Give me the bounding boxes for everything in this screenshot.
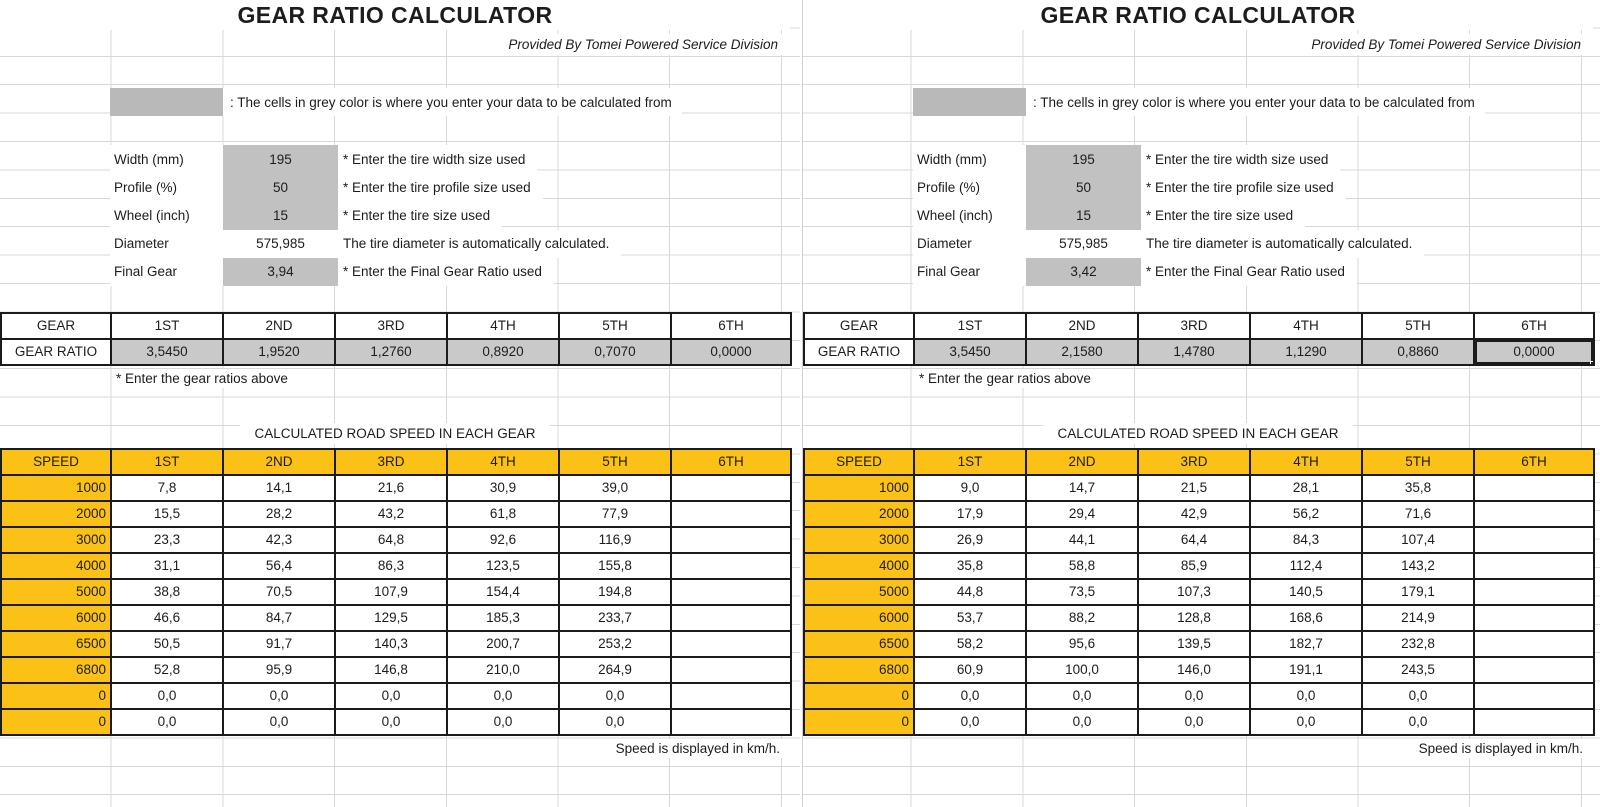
- gear-ratio-cell-1st[interactable]: 3,5450: [111, 339, 223, 365]
- fill-handle[interactable]: [1590, 361, 1594, 365]
- speed-value-6th: [671, 709, 791, 735]
- speed-value-1st: 53,7: [914, 605, 1026, 631]
- speed-value-5th: 0,0: [559, 709, 671, 735]
- grey-cell-legend-text: : The cells in grey color is where you enter your data to be calculated from: [223, 88, 682, 116]
- speed-value-2nd: 42,3: [223, 527, 335, 553]
- rpm-cell[interactable]: 5000: [1, 579, 111, 605]
- speed-value-4th: 84,3: [1250, 527, 1362, 553]
- gear-ratio-cell-4th[interactable]: 0,8920: [447, 339, 559, 365]
- speed-value-4th: 112,4: [1250, 553, 1362, 579]
- speed-value-3rd: 140,3: [335, 631, 447, 657]
- rpm-cell[interactable]: 3000: [804, 527, 914, 553]
- final-gear-note: * Enter the Final Gear Ratio used: [1141, 258, 1357, 286]
- speed-value-6th: [671, 631, 791, 657]
- profile-input-cell[interactable]: 50: [223, 173, 338, 201]
- speed-value-3rd: 0,0: [335, 683, 447, 709]
- speed-value-6th: [671, 475, 791, 501]
- gear-ratio-cell-4th[interactable]: 1,1290: [1250, 339, 1362, 365]
- gear-header-cell: GEAR: [1, 313, 111, 339]
- speed-value-5th: 77,9: [559, 501, 671, 527]
- speed-value-3rd: 139,5: [1138, 631, 1250, 657]
- speed-value-3rd: 86,3: [335, 553, 447, 579]
- speed-value-2nd: 29,4: [1026, 501, 1138, 527]
- speed-value-3rd: 21,6: [335, 475, 447, 501]
- speed-value-6th: [1474, 709, 1594, 735]
- gear-ratio-cell-2nd[interactable]: 1,9520: [223, 339, 335, 365]
- wheel-input-cell[interactable]: 15: [1026, 201, 1141, 229]
- speed-value-6th: [671, 605, 791, 631]
- rpm-cell[interactable]: 6000: [804, 605, 914, 631]
- width-input-cell[interactable]: 195: [1026, 145, 1141, 173]
- speed-value-3rd: 85,9: [1138, 553, 1250, 579]
- speed-value-2nd: 88,2: [1026, 605, 1138, 631]
- gear-calculator-panel-right: [800, 0, 1600, 807]
- speed-row: [804, 527, 1594, 553]
- speed-value-3rd: 107,9: [335, 579, 447, 605]
- speed-value-4th: 0,0: [447, 683, 559, 709]
- speed-value-2nd: 14,1: [223, 475, 335, 501]
- col-header-4th: 4TH: [1250, 449, 1362, 475]
- speed-value-4th: 0,0: [1250, 709, 1362, 735]
- final-gear-input-cell[interactable]: 3,42: [1026, 258, 1141, 286]
- speed-value-2nd: 84,7: [223, 605, 335, 631]
- speed-value-4th: 168,6: [1250, 605, 1362, 631]
- wheel-note: * Enter the tire size used: [338, 201, 502, 229]
- rpm-cell[interactable]: 6500: [1, 631, 111, 657]
- input-row-diameter: [0, 230, 800, 258]
- speed-value-3rd: 107,3: [1138, 579, 1250, 605]
- speed-value-5th: 264,9: [559, 657, 671, 683]
- speed-value-5th: 0,0: [1362, 709, 1474, 735]
- speed-row: [1, 527, 791, 553]
- speed-table-title: CALCULATED ROAD SPEED IN EACH GEAR: [240, 423, 549, 444]
- col-header-2nd: 2ND: [1026, 313, 1138, 339]
- speed-value-1st: 31,1: [111, 553, 223, 579]
- wheel-note: * Enter the tire size used: [1141, 201, 1305, 229]
- col-header-6th: 6TH: [1474, 313, 1594, 339]
- speed-value-6th: [671, 553, 791, 579]
- speed-value-5th: 0,0: [559, 683, 671, 709]
- rpm-cell[interactable]: 6000: [1, 605, 111, 631]
- legend-row: [803, 88, 1600, 116]
- diameter-note: The tire diameter is automatically calculated.: [338, 230, 621, 258]
- speed-value-3rd: 0,0: [1138, 683, 1250, 709]
- speed-header-cell: SPEED: [804, 449, 914, 475]
- speed-row: [1, 683, 791, 709]
- speed-value-6th: [1474, 579, 1594, 605]
- speed-value-3rd: 128,8: [1138, 605, 1250, 631]
- speed-value-5th: 0,0: [1362, 683, 1474, 709]
- input-row-width: [803, 145, 1600, 173]
- input-row-profile: [803, 173, 1600, 201]
- speed-row: [1, 657, 791, 683]
- speed-value-2nd: 56,4: [223, 553, 335, 579]
- col-header-1st: 1ST: [914, 449, 1026, 475]
- speed-value-2nd: 14,7: [1026, 475, 1138, 501]
- diameter-note: The tire diameter is automatically calculated.: [1141, 230, 1424, 258]
- grey-cell-legend-swatch: [110, 88, 223, 116]
- rpm-cell[interactable]: 4000: [804, 553, 914, 579]
- enter-ratios-note: * Enter the gear ratios above: [917, 369, 1101, 388]
- speed-value-3rd: 64,4: [1138, 527, 1250, 553]
- speed-value-1st: 52,8: [111, 657, 223, 683]
- speed-value-5th: 39,0: [559, 475, 671, 501]
- rpm-cell[interactable]: 1000: [1, 475, 111, 501]
- speed-unit-note: Speed is displayed in km/h.: [608, 739, 790, 758]
- diameter-value-cell: 575,985: [1026, 230, 1141, 258]
- col-header-1st: 1ST: [111, 313, 223, 339]
- input-row-width: [0, 145, 800, 173]
- speed-value-5th: 243,5: [1362, 657, 1474, 683]
- diameter-label: Diameter: [110, 230, 223, 258]
- speed-rows: [1, 475, 791, 735]
- wheel-label: Wheel (inch): [913, 201, 1026, 229]
- speed-value-1st: 0,0: [111, 709, 223, 735]
- rpm-cell[interactable]: 0: [1, 683, 111, 709]
- rpm-cell[interactable]: 6500: [804, 631, 914, 657]
- gear-ratio-cell-5th[interactable]: 0,8860: [1362, 339, 1474, 365]
- speed-value-2nd: 91,7: [223, 631, 335, 657]
- col-header-6th: 6TH: [671, 313, 791, 339]
- speed-value-4th: 28,1: [1250, 475, 1362, 501]
- col-header-3rd: 3RD: [1138, 313, 1250, 339]
- final-gear-label: Final Gear: [913, 258, 1026, 286]
- provider-credit: Provided By Tomei Powered Service Division: [500, 34, 790, 55]
- input-row-wheel: [0, 201, 800, 229]
- final-gear-note: * Enter the Final Gear Ratio used: [338, 258, 554, 286]
- speed-value-4th: 140,5: [1250, 579, 1362, 605]
- gear-header-row: [1, 313, 791, 339]
- speed-value-6th: [671, 579, 791, 605]
- profile-note: * Enter the tire profile size used: [1141, 173, 1346, 201]
- speed-value-5th: 107,4: [1362, 527, 1474, 553]
- rpm-cell[interactable]: 0: [1, 709, 111, 735]
- speed-unit-note: Speed is displayed in km/h.: [1411, 739, 1593, 758]
- speed-value-1st: 0,0: [914, 683, 1026, 709]
- gear-ratio-table: [803, 312, 1595, 366]
- enter-ratios-note: * Enter the gear ratios above: [114, 369, 298, 388]
- rpm-cell[interactable]: 2000: [1, 501, 111, 527]
- speed-rows: [804, 475, 1594, 735]
- input-row-profile: [0, 173, 800, 201]
- speed-value-1st: 23,3: [111, 527, 223, 553]
- col-header-3rd: 3RD: [1138, 449, 1250, 475]
- speed-value-1st: 0,0: [914, 709, 1026, 735]
- speed-value-6th: [671, 527, 791, 553]
- speed-value-6th: [1474, 683, 1594, 709]
- col-header-4th: 4TH: [447, 313, 559, 339]
- speed-row: [804, 501, 1594, 527]
- speed-value-4th: 56,2: [1250, 501, 1362, 527]
- speed-value-5th: 214,9: [1362, 605, 1474, 631]
- road-speed-table: [803, 448, 1595, 736]
- rpm-cell[interactable]: 3000: [1, 527, 111, 553]
- speed-value-2nd: 0,0: [223, 709, 335, 735]
- rpm-cell[interactable]: 0: [804, 709, 914, 735]
- col-header-3rd: 3RD: [335, 449, 447, 475]
- speed-value-6th: [1474, 501, 1594, 527]
- speed-value-2nd: 58,8: [1026, 553, 1138, 579]
- speed-value-6th: [1474, 605, 1594, 631]
- speed-value-2nd: 95,9: [223, 657, 335, 683]
- width-note: * Enter the tire width size used: [1141, 145, 1340, 173]
- speed-row: [804, 709, 1594, 735]
- grey-cell-legend-swatch: [913, 88, 1026, 116]
- speed-value-5th: 194,8: [559, 579, 671, 605]
- road-speed-table: [0, 448, 792, 736]
- profile-note: * Enter the tire profile size used: [338, 173, 543, 201]
- speed-value-2nd: 44,1: [1026, 527, 1138, 553]
- panel-title-row: [803, 0, 1593, 30]
- speed-row: [804, 553, 1594, 579]
- speed-value-5th: 232,8: [1362, 631, 1474, 657]
- rpm-cell[interactable]: 6800: [1, 657, 111, 683]
- wheel-input-cell[interactable]: 15: [223, 201, 338, 229]
- input-row-diameter: [803, 230, 1600, 258]
- col-header-5th: 5TH: [1362, 313, 1474, 339]
- col-header-6th: 6TH: [1474, 449, 1594, 475]
- speed-table-title: CALCULATED ROAD SPEED IN EACH GEAR: [1043, 423, 1352, 444]
- speed-value-1st: 26,9: [914, 527, 1026, 553]
- page-title: GEAR RATIO CALCULATOR: [1040, 1, 1356, 28]
- speed-value-5th: 253,2: [559, 631, 671, 657]
- speed-value-4th: 200,7: [447, 631, 559, 657]
- speed-value-4th: 30,9: [447, 475, 559, 501]
- speed-table-title-row: [803, 419, 1593, 448]
- col-header-4th: 4TH: [447, 449, 559, 475]
- speed-value-6th: [1474, 631, 1594, 657]
- speed-header-row: [804, 449, 1594, 475]
- speed-value-2nd: 0,0: [1026, 683, 1138, 709]
- speed-value-2nd: 70,5: [223, 579, 335, 605]
- speed-value-2nd: 0,0: [223, 683, 335, 709]
- width-label: Width (mm): [913, 145, 1026, 173]
- gear-ratio-cell-1st[interactable]: 3,5450: [914, 339, 1026, 365]
- speed-value-6th: [1474, 553, 1594, 579]
- speed-value-4th: 0,0: [1250, 683, 1362, 709]
- col-header-2nd: 2ND: [223, 449, 335, 475]
- provider-row: [803, 30, 1593, 58]
- speed-value-2nd: 73,5: [1026, 579, 1138, 605]
- gear-ratio-cell-3rd[interactable]: 1,2760: [335, 339, 447, 365]
- speed-value-1st: 17,9: [914, 501, 1026, 527]
- width-label: Width (mm): [110, 145, 223, 173]
- profile-label: Profile (%): [913, 173, 1026, 201]
- rpm-cell[interactable]: 4000: [1, 553, 111, 579]
- speed-value-2nd: 28,2: [223, 501, 335, 527]
- speed-value-6th: [671, 657, 791, 683]
- speed-value-1st: 50,5: [111, 631, 223, 657]
- speed-value-3rd: 0,0: [1138, 709, 1250, 735]
- speed-value-5th: 143,2: [1362, 553, 1474, 579]
- speed-value-3rd: 146,0: [1138, 657, 1250, 683]
- speed-value-6th: [1474, 475, 1594, 501]
- final-gear-label: Final Gear: [110, 258, 223, 286]
- legend-row: [0, 88, 800, 116]
- enter-ratios-note-row: [0, 366, 800, 392]
- page-title: GEAR RATIO CALCULATOR: [237, 1, 553, 28]
- speed-value-5th: 71,6: [1362, 501, 1474, 527]
- speed-value-4th: 0,0: [447, 709, 559, 735]
- speed-value-4th: 185,3: [447, 605, 559, 631]
- speed-row: [804, 631, 1594, 657]
- speed-value-1st: 0,0: [111, 683, 223, 709]
- speed-row: [804, 683, 1594, 709]
- speed-value-6th: [671, 683, 791, 709]
- col-header-2nd: 2ND: [223, 313, 335, 339]
- speed-table-title-row: [0, 419, 790, 448]
- enter-ratios-note-row: [803, 366, 1600, 392]
- speed-value-1st: 15,5: [111, 501, 223, 527]
- speed-value-4th: 61,8: [447, 501, 559, 527]
- speed-value-4th: 210,0: [447, 657, 559, 683]
- speed-row: [1, 475, 791, 501]
- speed-row: [1, 579, 791, 605]
- speed-value-1st: 60,9: [914, 657, 1026, 683]
- input-row-wheel: [803, 201, 1600, 229]
- speed-value-4th: 182,7: [1250, 631, 1362, 657]
- gear-ratio-row-label: GEAR RATIO: [1, 339, 111, 365]
- wheel-label: Wheel (inch): [110, 201, 223, 229]
- diameter-value-cell: 575,985: [223, 230, 338, 258]
- footer-note-row: [803, 736, 1593, 762]
- gear-ratio-cell-6th-selected[interactable]: [1474, 339, 1594, 365]
- speed-row: [804, 579, 1594, 605]
- gear-ratio-table: [0, 312, 792, 366]
- gear-header-cell: GEAR: [804, 313, 914, 339]
- rpm-cell[interactable]: 2000: [804, 501, 914, 527]
- speed-value-2nd: 100,0: [1026, 657, 1138, 683]
- speed-row: [1, 501, 791, 527]
- tire-inputs: [803, 145, 1600, 286]
- speed-row: [804, 475, 1594, 501]
- speed-value-5th: 116,9: [559, 527, 671, 553]
- profile-input-cell[interactable]: 50: [1026, 173, 1141, 201]
- speed-value-3rd: 129,5: [335, 605, 447, 631]
- col-header-5th: 5TH: [559, 313, 671, 339]
- speed-value-3rd: 64,8: [335, 527, 447, 553]
- speed-value-5th: 155,8: [559, 553, 671, 579]
- speed-value-1st: 38,8: [111, 579, 223, 605]
- speed-value-4th: 92,6: [447, 527, 559, 553]
- speed-value-3rd: 21,5: [1138, 475, 1250, 501]
- speed-value-6th: [671, 501, 791, 527]
- speed-value-5th: 179,1: [1362, 579, 1474, 605]
- speed-row: [1, 709, 791, 735]
- rpm-cell[interactable]: 6800: [804, 657, 914, 683]
- final-gear-input-cell[interactable]: 3,94: [223, 258, 338, 286]
- width-input-cell[interactable]: 195: [223, 145, 338, 173]
- speed-value-1st: 46,6: [111, 605, 223, 631]
- gear-ratio-row: [1, 339, 791, 365]
- gear-ratio-cell-3rd[interactable]: 1,4780: [1138, 339, 1250, 365]
- col-header-3rd: 3RD: [335, 313, 447, 339]
- input-row-final-gear: [0, 258, 800, 286]
- col-header-4th: 4TH: [1250, 313, 1362, 339]
- speed-value-2nd: 0,0: [1026, 709, 1138, 735]
- provider-credit: Provided By Tomei Powered Service Division: [1303, 34, 1593, 55]
- col-header-6th: 6TH: [671, 449, 791, 475]
- gear-ratio-row-label: GEAR RATIO: [804, 339, 914, 365]
- speed-row: [1, 605, 791, 631]
- width-note: * Enter the tire width size used: [338, 145, 537, 173]
- tire-inputs: [0, 145, 800, 286]
- gear-ratio-cell-2nd[interactable]: 2,1580: [1026, 339, 1138, 365]
- col-header-2nd: 2ND: [1026, 449, 1138, 475]
- speed-value-3rd: 43,2: [335, 501, 447, 527]
- speed-value-3rd: 0,0: [335, 709, 447, 735]
- rpm-cell[interactable]: 5000: [804, 579, 914, 605]
- footer-note-row: [0, 736, 790, 762]
- speed-header-row: [1, 449, 791, 475]
- speed-row: [1, 631, 791, 657]
- speed-value-1st: 58,2: [914, 631, 1026, 657]
- speed-value-4th: 123,5: [447, 553, 559, 579]
- gear-ratio-cell-6th[interactable]: 0,0000: [671, 339, 791, 365]
- speed-header-cell: SPEED: [1, 449, 111, 475]
- speed-value-1st: 44,8: [914, 579, 1026, 605]
- speed-value-1st: 35,8: [914, 553, 1026, 579]
- rpm-cell[interactable]: 0: [804, 683, 914, 709]
- speed-value-6th: [1474, 657, 1594, 683]
- speed-value-5th: 233,7: [559, 605, 671, 631]
- speed-value-4th: 191,1: [1250, 657, 1362, 683]
- speed-value-3rd: 146,8: [335, 657, 447, 683]
- gear-header-row: [804, 313, 1594, 339]
- speed-value-4th: 154,4: [447, 579, 559, 605]
- speed-value-6th: [1474, 527, 1594, 553]
- speed-value-1st: 9,0: [914, 475, 1026, 501]
- col-header-5th: 5TH: [1362, 449, 1474, 475]
- rpm-cell[interactable]: 1000: [804, 475, 914, 501]
- col-header-1st: 1ST: [111, 449, 223, 475]
- speed-value-1st: 7,8: [111, 475, 223, 501]
- provider-row: [0, 30, 790, 58]
- gear-ratio-cell-5th[interactable]: 0,7070: [559, 339, 671, 365]
- col-header-5th: 5TH: [559, 449, 671, 475]
- col-header-1st: 1ST: [914, 313, 1026, 339]
- speed-value-5th: 35,8: [1362, 475, 1474, 501]
- input-row-final-gear: [803, 258, 1600, 286]
- selected-cell-value: 0,0000: [1513, 344, 1555, 360]
- speed-row: [804, 605, 1594, 631]
- grey-cell-legend-text: : The cells in grey color is where you enter your data to be calculated from: [1026, 88, 1485, 116]
- speed-value-2nd: 95,6: [1026, 631, 1138, 657]
- speed-value-3rd: 42,9: [1138, 501, 1250, 527]
- gear-ratio-row: [804, 339, 1594, 365]
- diameter-label: Diameter: [913, 230, 1026, 258]
- panel-title-row: [0, 0, 790, 30]
- speed-row: [804, 657, 1594, 683]
- speed-row: [1, 553, 791, 579]
- profile-label: Profile (%): [110, 173, 223, 201]
